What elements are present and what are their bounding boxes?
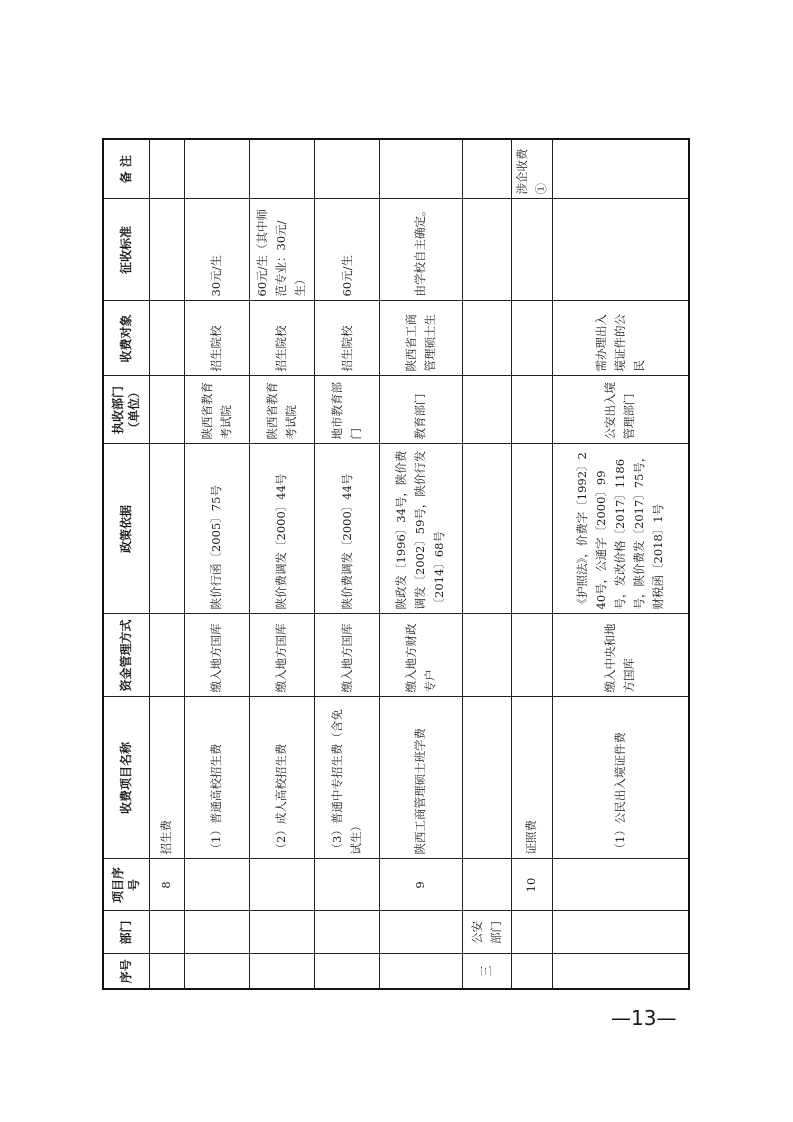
table-row (511, 139, 552, 989)
cell-dept (552, 911, 689, 954)
cell-seq: 三 (462, 954, 511, 989)
cell-standard: 60元/生 (315, 199, 380, 301)
table-row (462, 139, 511, 989)
header-remark: 备 注 (103, 139, 149, 199)
cell-seq (380, 954, 462, 989)
cell-seq (315, 954, 380, 989)
cell-name: 陕西工商管理硕士班学费 (380, 697, 462, 859)
header-item-seq: 项目序号 (103, 859, 149, 911)
cell-item-seq (462, 859, 511, 911)
cell-standard: 由学校自主确定。 (380, 199, 462, 301)
fee-table-rotated (102, 140, 690, 990)
table-row (380, 139, 462, 989)
cell-target (511, 301, 552, 376)
table-row (249, 139, 314, 989)
cell-dept: 公安部门 (462, 911, 511, 954)
cell-agency: 地市教育部门 (315, 376, 380, 444)
header-name: 收费项目名称 (103, 697, 149, 859)
cell-agency (511, 376, 552, 444)
cell-name (462, 697, 511, 859)
cell-item-seq: 10 (511, 859, 552, 911)
cell-dept (380, 911, 462, 954)
cell-standard (462, 199, 511, 301)
cell-agency: 陕西省教育考试院 (249, 376, 314, 444)
header-standard: 征收标准 (103, 199, 149, 301)
cell-item-seq (184, 859, 249, 911)
cell-fund (462, 614, 511, 697)
cell-target: 招生院校 (249, 301, 314, 376)
cell-fund: 缴入地方国库 (315, 614, 380, 697)
cell-standard (149, 199, 184, 301)
cell-dept (511, 911, 552, 954)
table-row (149, 139, 184, 989)
cell-seq (511, 954, 552, 989)
cell-agency (462, 376, 511, 444)
header-policy: 政策依据 (103, 444, 149, 614)
cell-fund: 缴入地方国库 (184, 614, 249, 697)
cell-target: 需办理出入境证件的公民 (552, 301, 689, 376)
cell-remark: 涉企收费① (511, 139, 552, 199)
cell-standard (552, 199, 689, 301)
cell-remark (315, 139, 380, 199)
header-target: 收费对象 (103, 301, 149, 376)
cell-policy: 陕政发〔1996〕34号，陕价费调发〔2002〕59号，陕价行发〔2014〕68号 (380, 444, 462, 614)
header-agency: 执收部门（单位） (103, 376, 149, 444)
cell-item-seq: 8 (149, 859, 184, 911)
cell-fund (511, 614, 552, 697)
cell-item-seq (249, 859, 314, 911)
cell-standard: 60元/生（其中师范专业：30元/生） (249, 199, 314, 301)
cell-fund: 缴入地方国库 (249, 614, 314, 697)
cell-remark (149, 139, 184, 199)
fee-table (102, 138, 690, 990)
cell-agency (149, 376, 184, 444)
cell-name: （1）公民出入境证件费 (552, 697, 689, 859)
cell-name: （1）普通高校招生费 (184, 697, 249, 859)
cell-item-seq (552, 859, 689, 911)
table-body (149, 139, 689, 989)
cell-dept (249, 911, 314, 954)
cell-policy (462, 444, 511, 614)
table-row (552, 139, 689, 989)
cell-standard (511, 199, 552, 301)
cell-dept (149, 911, 184, 954)
cell-remark (249, 139, 314, 199)
cell-agency: 陕西省教育考试院 (184, 376, 249, 444)
header-seq: 序号 (103, 954, 149, 989)
cell-policy: 《护照法》，价费字〔1992〕240号，公通字〔2000〕99号，发改价格〔2017〕1186号，陕价费发〔2017〕75号，财税函〔2018〕1号 (552, 444, 689, 614)
cell-fund (149, 614, 184, 697)
table-row (315, 139, 380, 989)
cell-remark (184, 139, 249, 199)
cell-fund: 缴入地方财政专户 (380, 614, 462, 697)
cell-name: 证照费 (511, 697, 552, 859)
cell-target: 招生院校 (184, 301, 249, 376)
page-number: —13— (611, 1006, 677, 1030)
cell-seq (184, 954, 249, 989)
cell-dept (315, 911, 380, 954)
cell-target (462, 301, 511, 376)
cell-dept (184, 911, 249, 954)
cell-fund: 缴入中央和地方国库 (552, 614, 689, 697)
cell-policy: 陕价行函〔2005〕75号 (184, 444, 249, 614)
header-fund: 资金管理方式 (103, 614, 149, 697)
cell-standard: 30元/生 (184, 199, 249, 301)
cell-policy (511, 444, 552, 614)
cell-policy: 陕价费调发〔2000〕44号 (249, 444, 314, 614)
cell-remark (462, 139, 511, 199)
cell-seq (149, 954, 184, 989)
table-row (184, 139, 249, 989)
cell-item-seq (315, 859, 380, 911)
header-row (103, 139, 149, 989)
cell-remark (380, 139, 462, 199)
cell-policy: 陕价费调发〔2000〕44号 (315, 444, 380, 614)
header-dept: 部门 (103, 911, 149, 954)
cell-target: 招生院校 (315, 301, 380, 376)
cell-target (149, 301, 184, 376)
cell-policy (149, 444, 184, 614)
cell-remark (552, 139, 689, 199)
cell-target: 陕西省工商管理硕士生 (380, 301, 462, 376)
cell-item-seq: 9 (380, 859, 462, 911)
cell-name: 招生费 (149, 697, 184, 859)
cell-seq (249, 954, 314, 989)
cell-name: （3）普通中专招生费（含免试生） (315, 697, 380, 859)
cell-name: （2）成人高校招生费 (249, 697, 314, 859)
cell-seq (552, 954, 689, 989)
cell-agency: 公安出入境管理部门 (552, 376, 689, 444)
cell-agency: 教育部门 (380, 376, 462, 444)
